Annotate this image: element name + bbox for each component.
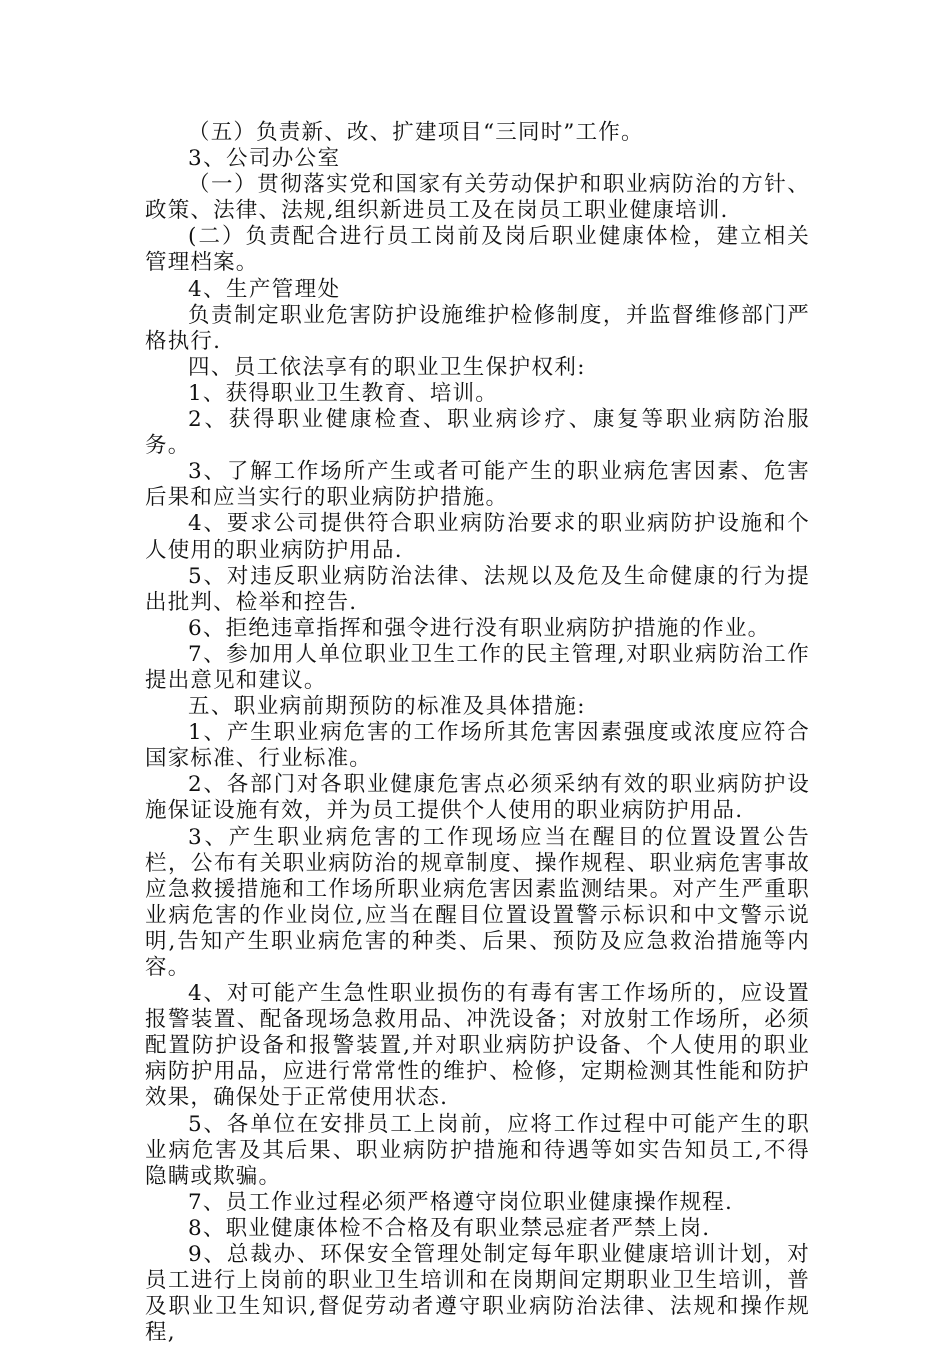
section-heading-employee-rights: 四、员工依法享有的职业卫生保护权利: xyxy=(188,354,586,380)
list-item-measure-5: 5、各单位在安排员工上岗前，应将工作过程中可能产生的职业病危害及其后果、职业病防护措施和待遇等如实告知员工,不得隐瞒或欺骗。 xyxy=(145,1111,810,1189)
list-item-measure-1: 1、产生职业病危害的工作场所其危害因素强度或浓度应符合国家标准、行业标准。 xyxy=(145,720,810,772)
list-item-right-5: 5、对违反职业病防治法律、法规以及危及生命健康的行为提出批判、检举和控告. xyxy=(145,563,810,615)
paragraph-item-5-responsibility: （五）负责新、改、扩建项目“三同时”工作。 xyxy=(188,120,644,145)
list-item-measure-7: 7、员工作业过程必须严格遵守岗位职业健康操作规程. xyxy=(188,1189,734,1215)
list-item-right-7: 7、参加用人单位职业卫生工作的民主管理,对职业病防治工作提出意见和建议。 xyxy=(145,641,810,693)
list-item-measure-3: 3、产生职业病危害的工作现场应当在醒目的位置设置公告栏，公布有关职业病防治的规章制度、操作规程、职业病危害事故应急救援措施和工作场所职业病危害因素监测结果。对产生严重职业病危害的作业岗位,应当在醒目位置设置警示标识和中文警示说明,告知产生职业病危害的种类、后果、预防及应急救治措施等内容。 xyxy=(145,824,810,980)
section-heading-office: 3、公司办公室 xyxy=(188,146,341,172)
list-item-measure-9: 9、总裁办、环保安全管理处制定每年职业健康培训计划，对员工进行上岗前的职业卫生培训和在岗期间定期职业卫生培训，普及职业卫生知识,督促劳动者遵守职业病防治法律、法规和操作规程, xyxy=(145,1242,810,1346)
section-heading-prevention: 五、职业病前期预防的标准及具体措施: xyxy=(188,694,586,720)
list-item-right-2: 2、获得职业健康检查、职业病诊疗、康复等职业病防治服务。 xyxy=(145,407,810,459)
document-body xyxy=(145,120,810,1346)
paragraph-office-item-2: (二）负责配合进行员工岗前及岗后职业健康体检，建立相关管理档案。 xyxy=(145,224,810,276)
list-item-measure-2: 2、各部门对各职业健康危害点必须采纳有效的职业病防护设施保证设施有效，并为员工提供个人使用的职业病防护用品. xyxy=(145,772,810,824)
list-item-measure-8: 8、职业健康体检不合格及有职业禁忌症者严禁上岗. xyxy=(188,1215,711,1241)
paragraph-production-duty: 负责制定职业危害防护设施维护检修制度，并监督维修部门严格执行. xyxy=(145,302,810,354)
paragraph-office-item-1: （一）贯彻落实党和国家有关劳动保护和职业病防治的方针、政策、法律、法规,组织新进员工及在岗员工职业健康培训. xyxy=(145,172,810,224)
list-item-right-6: 6、拒绝违章指挥和强令进行没有职业病防护措施的作业。 xyxy=(188,615,771,641)
section-heading-production: 4、生产管理处 xyxy=(188,276,341,302)
list-item-measure-4: 4、对可能产生急性职业损伤的有毒有害工作场所的，应设置报警装置、配备现场急救用品、冲洗设备；对放射工作场所，必须配置防护设备和报警装置,并对职业病防护设备、个人使用的职业病防护用品，应进行常常性的维护、检修，定期检测其性能和防护效果，确保处于正常使用状态. xyxy=(145,981,810,1111)
list-item-right-3: 3、了解工作场所产生或者可能产生的职业病危害因素、危害后果和应当实行的职业病防护措施。 xyxy=(145,459,810,511)
list-item-right-1: 1、获得职业卫生教育、培训。 xyxy=(188,380,498,406)
list-item-right-4: 4、要求公司提供符合职业病防治要求的职业病防护设施和个人使用的职业病防护用品. xyxy=(145,511,810,563)
